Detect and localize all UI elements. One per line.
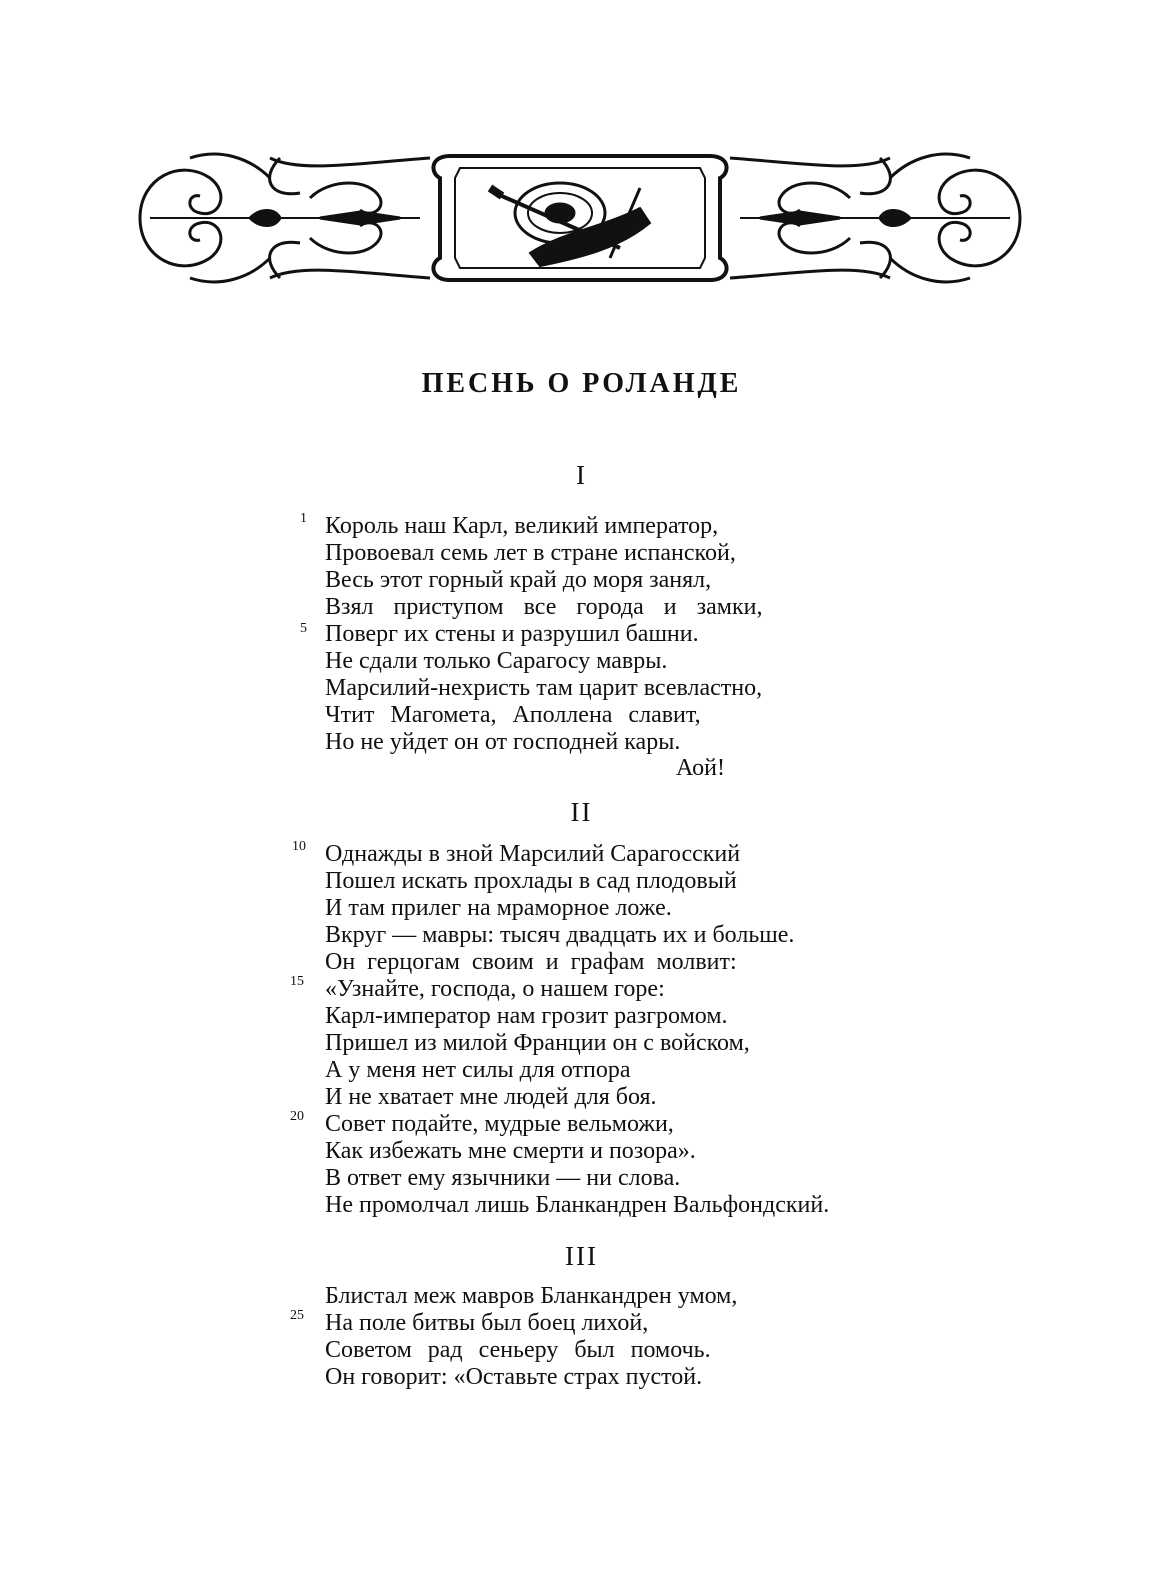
verse-line: И не хватает мне людей для боя. — [325, 1084, 657, 1110]
line-number: 15 — [290, 974, 304, 989]
verse-line: Провоевал семь лет в стране испанской, — [325, 540, 736, 566]
verse-line: Как избежать мне смерти и позора». — [325, 1138, 696, 1164]
verse-line: Не сдали только Сарагосу мавры. — [325, 648, 668, 674]
verse-line: Он герцогам своим и графам молвит: — [325, 949, 737, 975]
ornament-header — [130, 138, 1030, 298]
verse-line: «Узнайте, господа, о нашем горе: — [325, 976, 665, 1002]
refrain: Аой! — [676, 755, 725, 781]
stanza-number-1: I — [576, 460, 587, 490]
verse-line: Он говорит: «Оставьте страх пустой. — [325, 1364, 703, 1390]
verse-line: Карл-император нам грозит разгромом. — [325, 1003, 728, 1029]
verse-line: И там прилег на мраморное ложе. — [325, 895, 672, 921]
verse-line: А у меня нет силы для отпора — [325, 1057, 631, 1083]
stanza-number-3: III — [565, 1241, 598, 1271]
verse-line: Марсилий-нехристь там царит всевластно, — [325, 675, 763, 701]
verse-line: Король наш Карл, великий император, — [325, 513, 719, 539]
verse-line: Однажды в зной Марсилий Сарагосский — [325, 841, 741, 867]
verse-line: На поле битвы был боец лихой, — [325, 1310, 649, 1336]
verse-line: Пришел из милой Франции он с войском, — [325, 1030, 750, 1056]
verse-line: Совет подайте, мудрые вельможи, — [325, 1111, 674, 1137]
line-number: 10 — [292, 839, 306, 854]
verse-line: Чтит Магомета, Аполлена славит, — [325, 702, 701, 728]
verse-line: В ответ ему язычники — ни слова. — [325, 1165, 681, 1191]
verse-line: Советом рад сеньеру был помочь. — [325, 1337, 711, 1363]
stanza-number-2: II — [570, 797, 593, 827]
verse-line: Вкруг — мавры: тысяч двадцать их и больше. — [325, 922, 795, 948]
verse-line: Весь этот горный край до моря занял, — [325, 567, 712, 593]
verse-line: Не промолчал лишь Бланкандрен Вальфондский. — [325, 1192, 830, 1218]
verse-line: Поверг их стены и разрушил башни. — [325, 621, 699, 647]
verse-line: Блистал меж мавров Бланкандрен умом, — [325, 1283, 738, 1309]
line-number: 25 — [290, 1308, 304, 1323]
verse-line: Пошел искать прохлады в сад плодовый — [325, 868, 737, 894]
line-number: 20 — [290, 1109, 304, 1124]
line-number: 1 — [300, 511, 307, 526]
verse-line: Взял приступом все города и замки, — [325, 594, 763, 620]
page-title: ПЕСНЬ О РОЛАНДЕ — [421, 368, 742, 399]
line-number: 5 — [300, 621, 307, 636]
verse-line: Но не уйдет он от господней кары. — [325, 729, 681, 755]
